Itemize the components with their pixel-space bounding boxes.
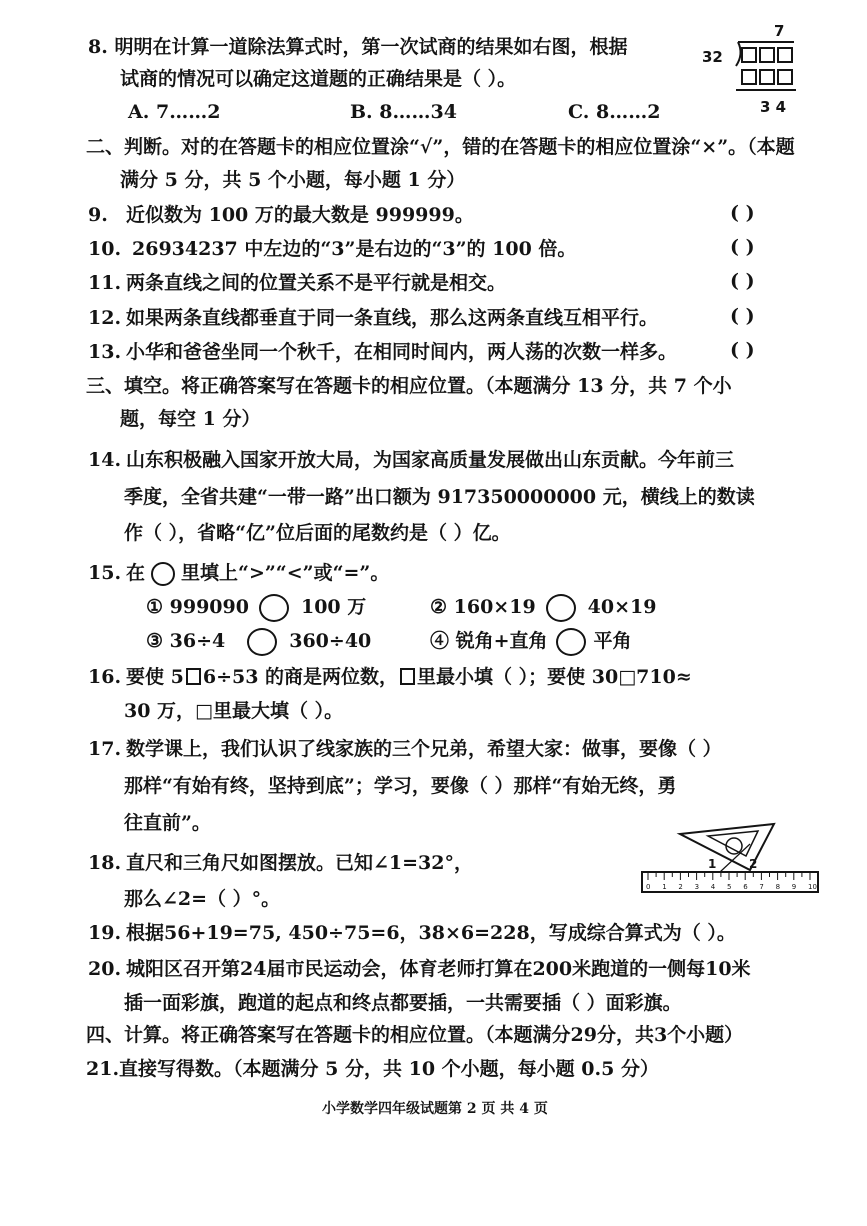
q20-line2: 插一面彩旗，跑道的起点和终点都要插，一共需要插（ ）面彩旗。	[124, 992, 682, 1014]
judge-item: 12. 如果两条直线都垂直于同一条直线，那么这两条直线互相平行。	[88, 307, 659, 329]
division-remainder: 3 4	[760, 98, 787, 116]
q15-item3: ③ 36÷4 360÷40	[146, 628, 371, 656]
q17-line2: 那样“有始有终，坚持到底”；学习，要像（ ）那样“有始无终，勇	[124, 775, 677, 797]
section2-heading-line2: 满分 5 分，共 5 个小题，每小题 1 分）	[120, 169, 466, 191]
q15-item1: ① 999090 100 万	[146, 594, 366, 622]
q8-option-b: B. 8……34	[350, 101, 457, 123]
q15-heading: 15. 在 里填上“>”“<”或“=”。	[88, 562, 390, 584]
ruler-tick-label: 0	[646, 883, 651, 891]
answer-parens: ( )	[730, 270, 755, 292]
answer-parens: ( )	[730, 305, 755, 327]
ruler-tick-label: 4	[710, 883, 716, 891]
compare-circle[interactable]	[259, 594, 289, 622]
q14-line3: 作（ ），省略“亿”位后面的尾数约是（ ）亿。	[124, 522, 511, 544]
q8-line2: 试商的情况可以确定这道题的正确结果是（ ）。	[120, 68, 517, 90]
answer-parens: ( )	[730, 339, 755, 361]
q20-line1: 20. 城阳区召开第24届市民运动会，体育老师打算在200米跑道的一侧每10米	[88, 958, 751, 980]
section2-heading-line1: 二、判断。对的在答题卡的相应位置涂“√”，错的在答题卡的相应位置涂“×”。（本题	[86, 136, 795, 158]
answer-parens: ( )	[730, 202, 755, 224]
ruler-triangle-figure	[638, 820, 822, 896]
q18-line1: 18. 直尺和三角尺如图摆放。已知∠1=32°，	[88, 852, 474, 874]
ruler-tick-label: 3	[694, 883, 700, 891]
q21-heading: 21.直接写得数。（本题满分 5 分，共 10 个小题，每小题 0.5 分）	[86, 1058, 659, 1080]
ruler-tick-label: 6	[743, 883, 748, 891]
blank-box[interactable]	[400, 668, 415, 685]
q8-line1: 8. 明明在计算一道除法算式时，第一次试商的结果如右图，根据	[88, 36, 628, 58]
compare-circle[interactable]	[546, 594, 576, 622]
judge-item: 9. 近似数为 100 万的最大数是 999999。	[88, 204, 474, 226]
q15-item4: ④ 锐角+直角 平角	[430, 628, 632, 656]
section3-heading-line1: 三、填空。将正确答案写在答题卡的相应位置。（本题满分 13 分，共 7 个小	[86, 375, 732, 397]
section4-heading: 四、计算。将正确答案写在答题卡的相应位置。（本题满分29分，共3个小题）	[86, 1024, 744, 1046]
division-quotient: 7	[774, 22, 785, 40]
compare-circle	[151, 562, 175, 586]
section3-heading-line2: 题，每空 1 分）	[120, 408, 261, 430]
answer-parens: ( )	[730, 236, 755, 258]
q8-option-c: C. 8……2	[568, 101, 661, 123]
ruler-tick-label: 1	[662, 883, 667, 891]
q14-line1: 14. 山东积极融入国家开放大局，为国家高质量发展做出山东贡献。今年前三	[88, 449, 735, 471]
judge-item: 13. 小华和爸爸坐同一个秋千，在相同时间内，两人荡的次数一样多。	[88, 341, 678, 363]
ruler-tick-label: 10	[808, 883, 817, 891]
q16-line2: 30 万，□里最大填（ ）。	[124, 700, 344, 722]
division-divisor: 32	[702, 48, 723, 66]
judge-item: 11. 两条直线之间的位置关系不是平行就是相交。	[88, 272, 507, 294]
judge-item: 10. 26934237 中左边的“3”是右边的“3”的 100 倍。	[88, 238, 577, 260]
page-footer: 小学数学四年级试题第 2 页 共 4 页	[322, 1101, 548, 1117]
q15-item2: ② 160×19 40×19	[430, 594, 656, 622]
compare-circle[interactable]	[556, 628, 586, 656]
angle1-label: 1	[708, 857, 717, 871]
ruler-tick-label: 5	[727, 883, 732, 891]
angle2-label: 2	[749, 857, 758, 871]
q14-line2: 季度，全省共建“一带一路”出口额为 917350000000 元，横线上的数读	[124, 486, 755, 508]
q16-line1: 16. 要使 5 6÷53 的商是两位数， 里最小填（ ）；要使 30□710≈	[88, 666, 692, 688]
ruler-tick-label: 9	[791, 883, 797, 891]
blank-box[interactable]	[186, 668, 201, 685]
ruler-tick-label: 7	[759, 883, 764, 891]
ruler-ticks	[646, 872, 817, 891]
q17-line3: 往直前”。	[124, 812, 211, 834]
q17-line1: 17. 数学课上，我们认识了线家族的三个兄弟，希望大家：做事，要像（ ）	[88, 738, 722, 760]
compare-circle[interactable]	[247, 628, 277, 656]
q19: 19. 根据56+19=75, 450÷75=6，38×6=228，写成综合算式为（ ）。	[88, 922, 736, 944]
ruler-tick-label: 8	[775, 883, 781, 891]
ruler-tick-label: 2	[678, 883, 683, 891]
q8-option-a: A. 7……2	[128, 101, 221, 123]
division-figure	[698, 22, 808, 122]
set-square-shape	[680, 824, 774, 870]
q18-line2: 那么∠2=（ ）°。	[124, 888, 281, 910]
